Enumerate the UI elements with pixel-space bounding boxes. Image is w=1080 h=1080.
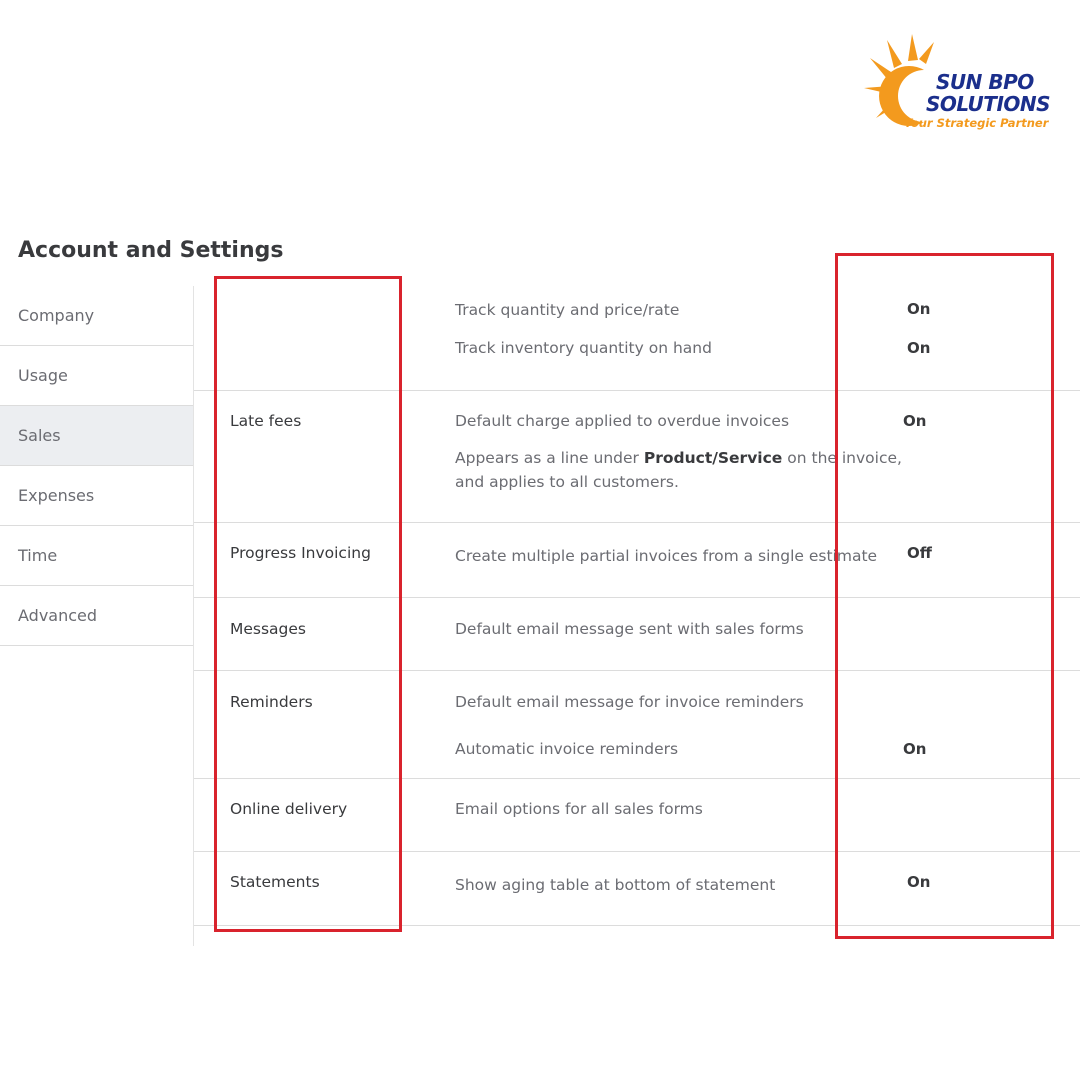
desc-bold: Product/Service: [643, 449, 783, 467]
setting-description-line2: and applies to all customers.: [455, 473, 679, 491]
status-value: On: [903, 412, 927, 430]
status-value: On: [903, 740, 927, 758]
row-label: Late fees: [230, 412, 302, 430]
sidebar-item-label: Time: [18, 546, 58, 565]
row-label: Messages: [230, 620, 307, 638]
sidebar-item-advanced[interactable]: [0, 586, 194, 646]
status-value: On: [907, 339, 931, 357]
setting-text: Track quantity and price/rate: [455, 301, 680, 319]
desc-prefix: Appears as a line under: [455, 449, 644, 467]
setting-text: Email options for all sales forms: [455, 800, 703, 818]
status-value: On: [907, 873, 931, 891]
logo-line1: SUN BPO: [936, 70, 1034, 94]
setting-text: Automatic invoice reminders: [455, 740, 679, 758]
sidebar-item-usage[interactable]: [0, 346, 194, 406]
setting-text: Default email message sent with sales forms: [455, 620, 804, 638]
setting-text: Default charge applied to overdue invoices: [455, 412, 790, 430]
setting-text: Create multiple partial invoices from a single estimate: [455, 547, 878, 565]
sidebar-item-label: Advanced: [18, 606, 98, 625]
setting-text: Track inventory quantity on hand: [455, 339, 712, 357]
sidebar-item-label: Sales: [18, 426, 61, 445]
setting-text: Default email message for invoice reminders: [455, 693, 804, 711]
status-value: Off: [907, 544, 932, 562]
row-label: Progress Invoicing: [230, 544, 371, 562]
sidebar-item-sales[interactable]: [0, 406, 194, 466]
highlight-box-labels: [214, 276, 402, 932]
sidebar-item-company[interactable]: [0, 286, 194, 346]
desc-suffix: on the invoice,: [782, 449, 902, 467]
row-label: Statements: [230, 873, 320, 891]
sidebar-item-label: Company: [18, 306, 95, 325]
setting-text: Show aging table at bottom of statement: [455, 876, 776, 894]
sidebar-item-label: Expenses: [18, 486, 95, 505]
logo-line2: SOLUTIONS: [926, 92, 1051, 116]
logo-tagline: Your Strategic Partner: [904, 116, 1049, 130]
row-label: Reminders: [230, 693, 313, 711]
sidebar-item-time[interactable]: [0, 526, 194, 586]
sidebar-item-label: Usage: [18, 366, 68, 385]
settings-sidebar: [0, 286, 194, 646]
page-title: Account and Settings: [18, 238, 284, 263]
status-value: On: [907, 300, 931, 318]
highlight-box-status: [835, 253, 1054, 939]
row-label: Online delivery: [230, 800, 348, 818]
sun-bpo-logo: [862, 30, 1062, 135]
sidebar-item-expenses[interactable]: [0, 466, 194, 526]
